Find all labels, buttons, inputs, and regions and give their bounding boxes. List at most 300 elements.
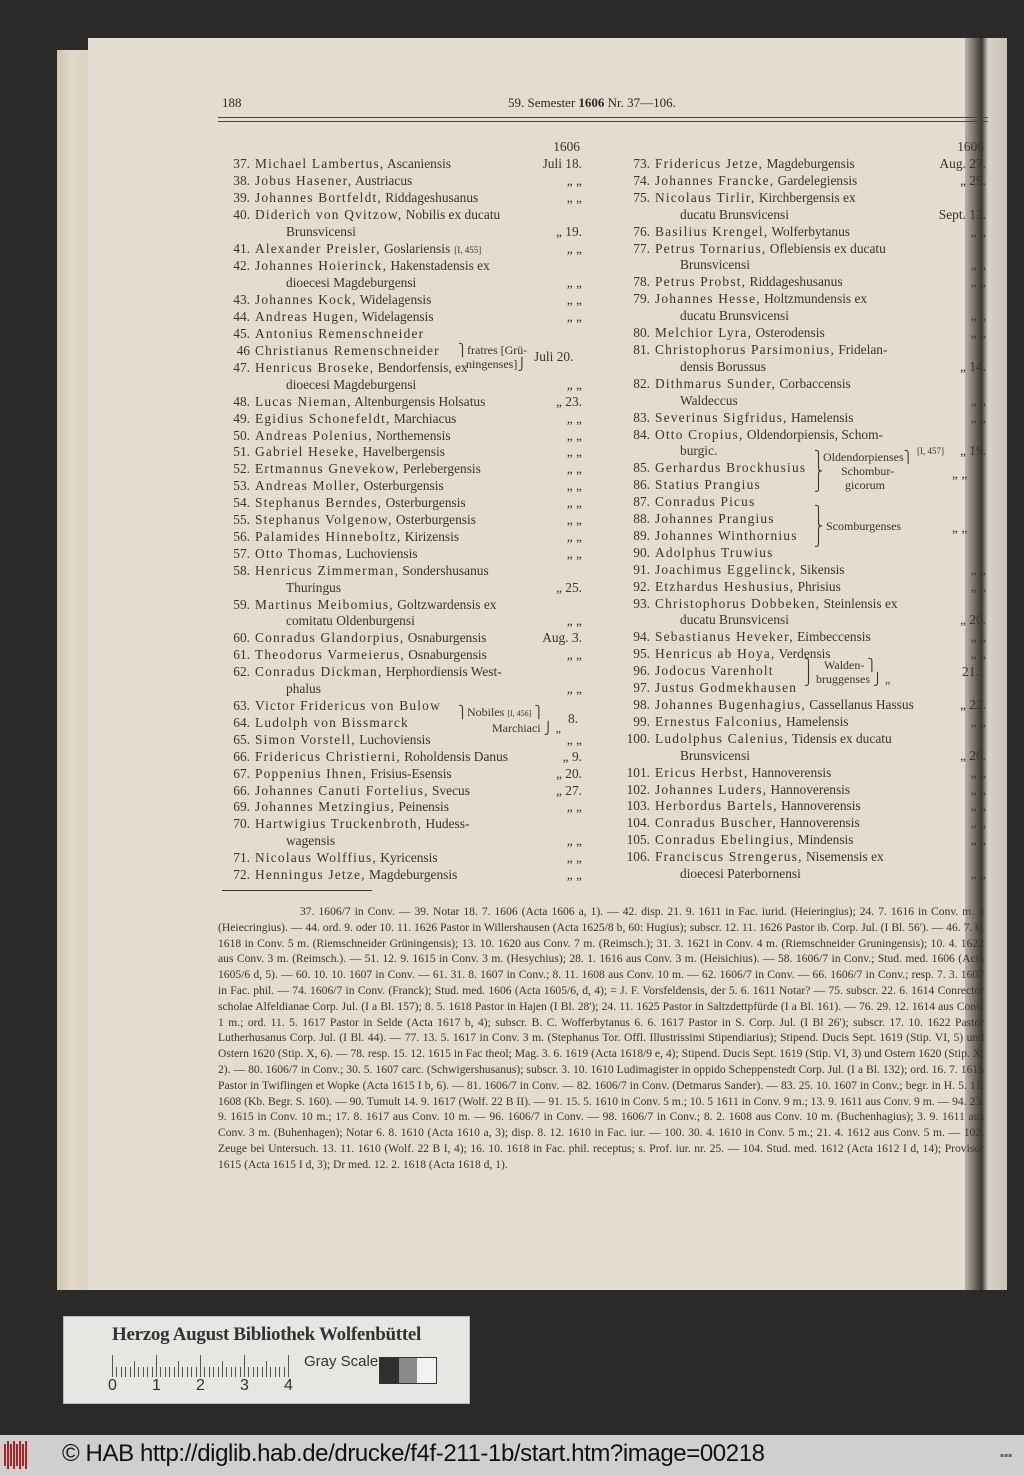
list-item [220,326,582,343]
column-year: 1606 [957,139,984,154]
entry-date: „ 29. [959,172,986,188]
entry-origin: Wolferbytanus [768,223,850,239]
entry-number: 102. [626,781,650,797]
entry-name: Theodorus Varmeierus, [255,647,405,663]
entry-number: 104. [626,815,650,831]
entry-date: Aug. 3. [542,630,582,646]
entry-date: „ „ [566,427,582,443]
list-item [220,190,582,207]
list-item [614,579,986,596]
entry-continuation: burgic. [680,443,718,459]
entry-continuation: ducatu Brunsvicensi [680,206,789,222]
entry-origin: Svecus [428,782,470,798]
list-item [614,545,986,562]
list-item [614,241,986,258]
entry-name: Henricus Broseke, [255,359,375,375]
entry-name: Andreas Hugen, [255,309,359,325]
list-item [614,410,986,427]
ruler-tick [209,1367,210,1377]
reference: [I, 455] [454,244,482,255]
library-name: Herzog August Bibliothek Wolfenbüttel [112,1324,421,1345]
entry-name: Franciscus Strengerus, [655,849,803,865]
list-item [220,850,582,867]
brace-icon: ⎫ [458,342,467,357]
entry-name: Johannes Luders, [655,781,768,797]
entry-origin: Havelbergensis [359,444,445,460]
entry-date: „ „ [566,189,582,205]
ruler-tick [218,1367,219,1377]
entry-origin: Luchoviensis [355,731,431,747]
ruler-tick [213,1367,214,1377]
entry-number: 101. [626,764,650,780]
entry-name: Johannes Canuti Fortelius, [255,782,429,798]
left-column [220,139,582,884]
list-item [220,394,582,411]
entry-continuation: phalus [286,681,321,697]
entry-number: 87. [633,494,650,510]
list-item [614,173,986,190]
entry-continuation: ducatu Brunsvicensi [680,308,789,324]
entry-date: „ „ [566,309,582,325]
list-item [614,511,986,528]
list-item [220,766,582,783]
brace-icon: ⎭ [517,356,527,371]
list-item-continuation [614,207,986,224]
entry-number: 58. [233,562,250,578]
list-item-continuation [220,377,582,394]
entry-origin: Ascaniensis [384,156,452,171]
list-item-continuation [614,359,986,376]
entry-origin: Riddageshusanus [746,274,843,290]
ruler-number: 2 [196,1377,205,1394]
entry-date: „ „ [566,731,582,747]
entry-number: 103. [626,798,650,814]
running-title-prefix: 59. Semester [508,95,579,110]
header-double-rule [218,117,988,122]
entry-name: Stephanus Volgenow, [255,512,393,528]
entry-name: Christianus Remenschneider [255,342,440,358]
entry-number: 105. [626,832,650,848]
entry-continuation: ducatu Brunsvicensi [680,612,789,628]
entry-date: „ „ [566,833,582,849]
gray-scale-label: Gray Scale [304,1353,379,1370]
entry-origin: Magdeburgensis [365,867,458,883]
list-item [614,291,986,308]
list-item [220,799,582,816]
entry-origin: Mindensis [794,832,854,848]
entry-name: Palamides Hinneboltz, [255,528,402,544]
entry-continuation: Brunsvicensi [680,747,750,763]
ruler-tick [270,1367,271,1377]
entry-number: 65. [233,731,250,747]
entry-number: 41. [233,240,250,256]
entry-origin: Perlebergensis [399,461,481,477]
entry-name: Conradus Buscher, [655,815,777,831]
brace-date: „ „ [952,466,968,481]
ruler-tick [196,1367,197,1377]
entry-date: „ 23. [555,393,582,409]
entry-name: Johannes Bugenhagius, [655,697,806,712]
entry-date: „ „ [970,629,986,645]
ruler-tick [178,1361,179,1377]
entry-number: 42. [233,258,250,274]
list-item [220,783,582,800]
ruler-tick [191,1367,192,1377]
entry-number: 46 [236,342,250,358]
entry-number: 66. [233,782,250,798]
ruler-tick [248,1367,249,1377]
entry-name: Ernestus Falconius, [655,713,783,729]
entry-date: „ „ [566,681,582,697]
entry-name: Johannes Bortfeldt, [255,189,382,205]
entry-number: 49. [233,410,250,426]
entry-origin: Gardelegiensis [774,172,858,188]
footer-bar [0,1435,1024,1475]
running-title [508,95,676,111]
entry-name: Johannes Kock, [255,292,357,308]
entry-number: 55. [233,512,250,528]
ruler-tick [169,1367,170,1377]
entry-date: „ „ [970,578,986,594]
entry-date: „ 20. [959,612,986,628]
entry-date: „ „ [970,832,986,848]
list-item [220,428,582,445]
list-item [220,630,582,647]
list-item [614,680,986,697]
list-item [220,546,582,563]
running-title-year: 1606 [578,95,605,110]
entry-number: 73. [633,156,650,171]
entry-origin: Hamelensis [782,713,849,729]
entry-number: 86. [633,477,650,493]
gray-swatch [380,1358,399,1383]
entry-continuation: wagensis [286,833,336,849]
ruler-number: 0 [108,1377,117,1394]
entry-date: „ 19. [959,443,986,459]
list-item [220,258,582,275]
entry-number: 54. [233,495,250,511]
brace-note: Schombur- [841,464,895,478]
list-item [614,224,986,241]
list-item-continuation [220,580,582,597]
entry-name: Dithmarus Sunder, [655,375,777,391]
entry-name: Johannes Hoierinck, [255,258,388,274]
entry-origin: Magdeburgensis [763,156,855,171]
entry-name: Fridericus Christierni, [255,748,401,764]
entry-number: 44. [233,309,250,325]
entry-number: 93. [633,595,650,611]
entry-origin: Sikensis [796,561,845,577]
ruler-tick [182,1367,183,1377]
entry-name: Henricus ab Hoya, [655,646,776,662]
list-item [220,156,582,173]
entry-name: Johannes Francke, [655,172,775,188]
brace-annotation [534,350,573,364]
footnote-rule [222,890,372,891]
entry-origin: Kirchbergensis ex [755,189,856,205]
ruler-tick [130,1367,131,1377]
entry-origin: Nisemensis ex [802,849,884,865]
entry-name: Etzhardus Heshusius, [655,578,795,594]
entry-date: „ 9. [562,748,582,764]
entry-name: Melchior Lyra, [655,325,753,341]
entry-name: Simon Vorstell, [255,731,356,747]
ditto-mark: „ [555,721,561,735]
ruler-tick [160,1367,161,1377]
entry-number: 56. [233,528,250,544]
entry-date: „ „ [566,410,582,426]
list-item-continuation [220,833,582,850]
ruler-tick [187,1367,188,1377]
ruler-tick [200,1355,201,1377]
list-item [220,309,582,326]
list-item [614,596,986,613]
entry-date: „ „ [970,815,986,831]
reference: [I, 457] [917,446,944,457]
ruler-tick [121,1367,122,1377]
list-item [614,494,986,511]
list-item [614,697,986,714]
list-item [220,867,582,884]
ruler-tick [174,1367,175,1377]
ruler-number: 4 [284,1377,293,1394]
entry-date: „ „ [566,172,582,188]
entry-origin: Osterodensis [752,325,825,341]
list-item-continuation [220,613,582,630]
entry-number: 59. [233,596,250,612]
entry-number: 48. [233,393,250,409]
entry-name: Nicolaus Tirlir, [655,189,756,205]
brace-note: fratres [Grü- [467,342,528,357]
entry-date: „ „ [970,274,986,290]
entry-number: 92. [633,578,650,594]
running-title-suffix: Nr. 37—106. [604,95,676,110]
entry-name: Conradus Dickman, [255,664,383,680]
entry-number: 50. [233,427,250,443]
ruler-tick [222,1361,223,1377]
entry-name: Christophorus Parsimonius, [655,341,835,357]
list-item [220,343,582,360]
entry-origin: Hudess- [422,816,470,832]
list-item [614,646,986,663]
list-item [220,816,582,833]
entry-date: „ 25. [555,579,582,595]
entry-date: „ 26. [959,747,986,763]
entry-origin: Peinensis [395,799,449,815]
entry-name: Alexander Preisler, [255,240,381,256]
entry-origin: Marchiacus [390,410,457,426]
entry-origin: Eimbeccensis [793,629,871,645]
brace-date: 21. [962,664,979,679]
list-item-continuation [614,308,986,325]
entry-name: Henningus Jetze, [255,867,366,883]
entry-name: Michael Lambertus, [255,156,385,171]
entry-number: 45. [233,326,250,342]
entry-origin: Goslariensis [380,240,451,256]
entry-name: Petrus Probst, [655,274,747,290]
gray-scale-swatches [379,1357,437,1384]
list-item [220,563,582,580]
entry-number: 63. [233,698,250,713]
entry-origin: Roholdensis Danus [400,748,509,764]
copyright-url[interactable]: © HAB http://diglib.hab.de/drucke/f4f-211-1b/start.htm?image=00218 [62,1440,765,1467]
entry-number: 40. [233,206,250,222]
entry-origin: Osnaburgensis [404,630,487,646]
ruler-tick [244,1355,245,1377]
entry-date: „ „ [970,781,986,797]
entry-number: 37. [233,156,250,171]
brace-note: bruggenses [816,672,870,686]
entry-number: 77. [633,240,650,256]
entry-origin: Sondershusanus [399,562,489,578]
ruler-tick [147,1367,148,1377]
ruler-tick [143,1367,144,1377]
entry-name: Conradus Ebelingius, [655,832,795,848]
entry-number: 78. [633,274,650,290]
entry-origin: Hakenstadensis ex [387,258,490,274]
entry-continuation: dioecesi Paterbornensi [680,866,801,882]
ruler [112,1355,292,1377]
entry-date: „ „ [566,647,582,663]
list-item [220,207,582,224]
gray-swatch [417,1358,436,1383]
footer-mark: ▪▪▪ [1000,1452,1013,1459]
entry-number: 51. [233,444,250,460]
entry-name: Henricus Zimmerman, [255,562,400,578]
entry-name: Jodocus Varenholt [655,663,774,679]
entry-origin: Corbaccensis [776,375,851,391]
entry-date: „ 22. [959,697,986,712]
entry-number: 94. [633,629,650,645]
brace-note: Walden- [824,658,865,672]
entry-number: 67. [233,765,250,781]
entry-origin: Widelagensis [358,309,434,325]
ruler-tick [138,1367,139,1377]
list-item [614,427,986,444]
list-item [220,597,582,614]
list-item-continuation [614,393,986,410]
entry-origin: Fridelan- [835,341,888,357]
entry-origin: Osnaburgensis [404,647,487,663]
list-item [220,241,582,259]
list-item [614,714,986,731]
entry-continuation: Brunsvicensi [680,257,750,273]
ruler-tick [257,1367,258,1377]
list-item-continuation [220,681,582,698]
list-item [220,478,582,495]
entry-continuation: densis Borussus [680,358,766,374]
entry-continuation: Waldeccus [680,392,738,408]
brace-annotation [962,665,979,679]
brace-annotation: ⎫Oldendorpienses⎫ ⎬ Schombur- ⎭ gicorum [814,450,913,492]
entry-name: Gabriel Heseke, [255,444,360,460]
entry-number: 62. [233,664,250,680]
ruler-tick [262,1367,263,1377]
list-item [614,798,986,815]
entry-date: „ „ [566,292,582,308]
entry-number: 71. [233,850,250,866]
list-item-continuation [220,224,582,241]
list-item [614,629,986,646]
ruler-tick [134,1361,135,1377]
entry-number: 82. [633,375,650,391]
list-item [220,411,582,428]
entry-origin: Kirizensis [401,528,460,544]
list-item [614,562,986,579]
ruler-number: 3 [240,1377,249,1394]
entry-date: „ 19. [555,223,582,239]
entry-origin: Phrisius [794,578,841,594]
entry-number: 89. [633,527,650,543]
entry-date: „ „ [970,798,986,814]
list-item [220,360,582,377]
running-head [222,95,982,117]
entry-number: 85. [633,460,650,476]
entry-number: 69. [233,799,250,815]
entry-number: 72. [233,867,250,883]
ruler-tick [284,1367,285,1377]
ruler-tick [204,1367,205,1377]
entry-date: „ „ [970,764,986,780]
brace-annotation [952,467,967,481]
entry-continuation: Brunsvicensi [286,223,356,239]
entry-origin: Widelagensis [356,292,432,308]
entry-number: 75. [633,189,650,205]
ruler-tick [240,1367,241,1377]
list-item [220,647,582,664]
entry-origin: Riddageshusanus [381,189,479,205]
gray-swatch [399,1358,418,1383]
reference: [I, 456] [507,709,532,718]
entry-date: „ „ [566,613,582,629]
entry-origin: Holtzmundensis ex [760,291,868,307]
list-item [220,664,582,681]
entry-date: „ 20. [555,765,582,781]
entry-name: Severinus Sigfridus, [655,409,788,425]
entry-date: „ „ [566,850,582,866]
list-item [614,765,986,782]
list-item-continuation [614,866,986,883]
entry-name: Victor Fridericus von Bulow [255,698,441,713]
entry-number: 88. [633,511,650,527]
list-item [220,495,582,512]
entry-name: Christophorus Dobbeken, [655,595,821,611]
entry-number: 47. [233,359,250,375]
entry-date: „ „ [970,561,986,577]
list-item [614,528,986,545]
entry-name: Johannes Hesse, [655,291,761,307]
brace-annotation [458,343,527,371]
entry-origin: Hannoverensis [776,815,860,831]
entry-name: Herbordus Bartels, [655,798,778,814]
entry-number: 91. [633,561,650,577]
entry-origin: Hamelensis [787,409,854,425]
brace-annotation [952,521,967,535]
entry-name: Andreas Moller, [255,478,361,494]
column-year: 1606 [553,139,580,154]
ruler-tick [266,1361,267,1377]
brace-date: Juli 20. [534,348,574,364]
entry-origin: Cassellanus Hassus [805,697,914,712]
entry-name: Statius Prangius [655,477,761,493]
brace-note: Nobiles [467,705,505,719]
entry-number: 95. [633,646,650,662]
page-number: 188 [222,95,242,110]
entry-date: „ „ [566,495,582,511]
brace-date: „ „ [952,520,968,535]
entry-date: „ „ [970,392,986,408]
brace-note: Marchiaci [492,721,541,735]
